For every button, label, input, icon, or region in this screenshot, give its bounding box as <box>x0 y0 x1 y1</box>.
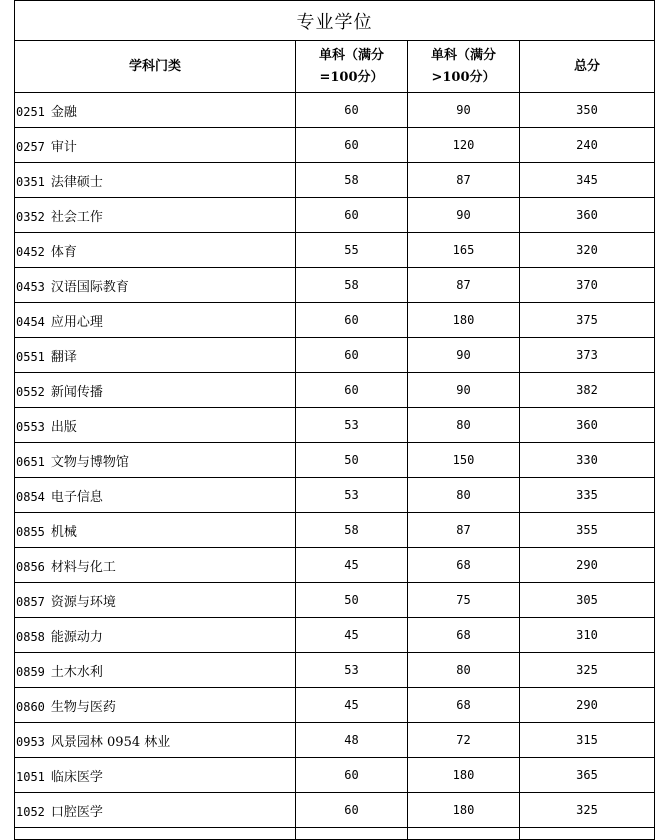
single-100-cell: 58 <box>296 163 408 198</box>
subject-code: 0651 <box>16 454 45 469</box>
header-row <box>15 41 655 93</box>
single-over-100-cell: 90 <box>408 338 520 373</box>
subject-name: 生物与医药 <box>50 699 116 715</box>
total-cell: 240 <box>520 128 655 163</box>
single-100-cell: 60 <box>296 128 408 163</box>
single-100-cell: 50 <box>296 443 408 478</box>
subject-cell <box>15 268 296 303</box>
table-row <box>15 583 655 618</box>
single-over-100-cell: 90 <box>408 373 520 408</box>
single-100-cell: 58 <box>296 268 408 303</box>
subject-name: 翻译 <box>50 349 77 365</box>
total-cell: 325 <box>520 793 655 828</box>
subject-name: 社会工作 <box>50 209 103 225</box>
total-cell: 305 <box>520 583 655 618</box>
total-cell: 360 <box>520 198 655 233</box>
single-100-cell: 53 <box>296 478 408 513</box>
single-over-100-cell: 80 <box>408 408 520 443</box>
single-over-100-cell: 87 <box>408 513 520 548</box>
subject-name: 风景园林 0954 林业 <box>50 734 171 750</box>
total-cell: 355 <box>520 513 655 548</box>
single-over-100-cell: 180 <box>408 793 520 828</box>
single-100-cell: 45 <box>296 688 408 723</box>
total-cell: 350 <box>520 93 655 128</box>
subject-code: 0856 <box>16 559 45 574</box>
subject-cell <box>15 93 296 128</box>
subject-code: 0454 <box>16 314 45 329</box>
single-100-cell: 58 <box>296 513 408 548</box>
title-row <box>15 1 655 41</box>
single-100-cell: 60 <box>296 758 408 793</box>
table-row <box>15 478 655 513</box>
table-row <box>15 618 655 653</box>
subject-cell <box>15 303 296 338</box>
partial-cell <box>296 828 408 840</box>
single-100-cell: 45 <box>296 548 408 583</box>
subject-code: 0553 <box>16 419 45 434</box>
total-cell: 315 <box>520 723 655 758</box>
subject-code: 0453 <box>16 279 45 294</box>
subject-name: 审计 <box>50 139 77 155</box>
subject-code: 0854 <box>16 489 45 504</box>
header-single-over-100 <box>408 41 520 93</box>
single-100-cell: 60 <box>296 338 408 373</box>
subject-name: 资源与环境 <box>50 594 116 610</box>
table-row <box>15 303 655 338</box>
total-cell: 320 <box>520 233 655 268</box>
table-row <box>15 268 655 303</box>
subject-cell <box>15 793 296 828</box>
subject-name: 机械 <box>50 524 77 540</box>
subject-cell <box>15 338 296 373</box>
subject-name: 临床医学 <box>50 769 103 785</box>
single-over-100-cell: 68 <box>408 688 520 723</box>
header-single-100-line2: =100分） <box>319 69 384 85</box>
table-row <box>15 233 655 268</box>
subject-code: 0855 <box>16 524 45 539</box>
subject-cell <box>15 583 296 618</box>
subject-cell <box>15 443 296 478</box>
single-100-cell: 53 <box>296 408 408 443</box>
subject-name: 新闻传播 <box>50 384 103 400</box>
subject-cell <box>15 723 296 758</box>
total-cell: 290 <box>520 688 655 723</box>
single-100-cell: 50 <box>296 583 408 618</box>
subject-code: 1051 <box>16 769 45 784</box>
single-100-cell: 48 <box>296 723 408 758</box>
table-row <box>15 758 655 793</box>
total-cell: 330 <box>520 443 655 478</box>
table-body <box>15 93 655 828</box>
single-100-cell: 53 <box>296 653 408 688</box>
header-single-100-line1: 单科（满分 <box>318 47 384 63</box>
single-over-100-cell: 180 <box>408 758 520 793</box>
total-cell: 382 <box>520 373 655 408</box>
single-over-100-cell: 120 <box>408 128 520 163</box>
subject-cell <box>15 373 296 408</box>
total-cell: 310 <box>520 618 655 653</box>
single-100-cell: 55 <box>296 233 408 268</box>
total-cell: 290 <box>520 548 655 583</box>
subject-name: 金融 <box>50 104 77 120</box>
subject-name: 土木水利 <box>50 664 103 680</box>
table-title: 专业学位 <box>15 1 655 41</box>
total-cell: 375 <box>520 303 655 338</box>
header-single-over-100-line1: 单科（满分 <box>430 47 496 63</box>
partial-cell <box>15 828 296 840</box>
single-100-cell: 60 <box>296 373 408 408</box>
single-over-100-cell: 90 <box>408 198 520 233</box>
single-over-100-cell: 72 <box>408 723 520 758</box>
subject-name: 法律硕士 <box>50 174 103 190</box>
single-over-100-cell: 150 <box>408 443 520 478</box>
single-over-100-cell: 90 <box>408 93 520 128</box>
subject-cell <box>15 198 296 233</box>
total-cell: 325 <box>520 653 655 688</box>
subject-cell <box>15 653 296 688</box>
partial-row <box>15 828 655 840</box>
single-100-cell: 60 <box>296 198 408 233</box>
header-total: 总分 <box>520 41 655 93</box>
subject-code: 0352 <box>16 209 45 224</box>
table-row <box>15 93 655 128</box>
subject-name: 体育 <box>50 244 77 260</box>
subject-code: 0858 <box>16 629 45 644</box>
subject-cell <box>15 478 296 513</box>
single-over-100-cell: 80 <box>408 478 520 513</box>
subject-name: 口腔医学 <box>50 804 103 820</box>
subject-code: 0551 <box>16 349 45 364</box>
subject-name: 汉语国际教育 <box>50 279 129 295</box>
subject-cell <box>15 408 296 443</box>
total-cell: 345 <box>520 163 655 198</box>
total-cell: 335 <box>520 478 655 513</box>
subject-code: 0857 <box>16 594 45 609</box>
subject-name: 出版 <box>50 419 77 435</box>
subject-cell <box>15 758 296 793</box>
single-over-100-cell: 80 <box>408 653 520 688</box>
table-row <box>15 793 655 828</box>
header-subject: 学科门类 <box>15 41 296 93</box>
single-100-cell: 60 <box>296 793 408 828</box>
subject-cell <box>15 128 296 163</box>
table-row <box>15 163 655 198</box>
subject-cell <box>15 548 296 583</box>
single-100-cell: 60 <box>296 303 408 338</box>
subject-name: 应用心理 <box>50 314 103 330</box>
single-100-cell: 45 <box>296 618 408 653</box>
subject-code: 0251 <box>16 104 45 119</box>
table-row <box>15 688 655 723</box>
score-table <box>14 0 655 840</box>
single-over-100-cell: 87 <box>408 268 520 303</box>
subject-code: 1052 <box>16 804 45 819</box>
partial-cell <box>520 828 655 840</box>
table-row <box>15 548 655 583</box>
subject-cell <box>15 233 296 268</box>
single-over-100-cell: 68 <box>408 548 520 583</box>
subject-code: 0552 <box>16 384 45 399</box>
subject-cell <box>15 163 296 198</box>
total-cell: 370 <box>520 268 655 303</box>
table-row <box>15 653 655 688</box>
single-over-100-cell: 68 <box>408 618 520 653</box>
single-over-100-cell: 165 <box>408 233 520 268</box>
single-over-100-cell: 87 <box>408 163 520 198</box>
total-cell: 365 <box>520 758 655 793</box>
table-row <box>15 373 655 408</box>
subject-name: 能源动力 <box>50 629 103 645</box>
subject-cell <box>15 618 296 653</box>
table-row <box>15 408 655 443</box>
subject-code: 0859 <box>16 664 45 679</box>
subject-code: 0953 <box>16 734 45 749</box>
single-100-cell: 60 <box>296 93 408 128</box>
subject-code: 0452 <box>16 244 45 259</box>
table-row <box>15 443 655 478</box>
subject-name: 文物与博物馆 <box>50 454 129 470</box>
subject-name: 电子信息 <box>50 489 103 505</box>
subject-code: 0351 <box>16 174 45 189</box>
total-cell: 360 <box>520 408 655 443</box>
single-over-100-cell: 75 <box>408 583 520 618</box>
subject-name: 材料与化工 <box>50 559 116 575</box>
subject-code: 0860 <box>16 699 45 714</box>
header-single-over-100-line2: >100分） <box>431 69 496 85</box>
subject-code: 0257 <box>16 139 45 154</box>
subject-cell <box>15 513 296 548</box>
table-row <box>15 338 655 373</box>
partial-cell <box>408 828 520 840</box>
single-over-100-cell: 180 <box>408 303 520 338</box>
subject-cell <box>15 688 296 723</box>
table-row <box>15 723 655 758</box>
table-row <box>15 198 655 233</box>
total-cell: 373 <box>520 338 655 373</box>
table-row <box>15 513 655 548</box>
header-single-100 <box>296 41 408 93</box>
table-row <box>15 128 655 163</box>
